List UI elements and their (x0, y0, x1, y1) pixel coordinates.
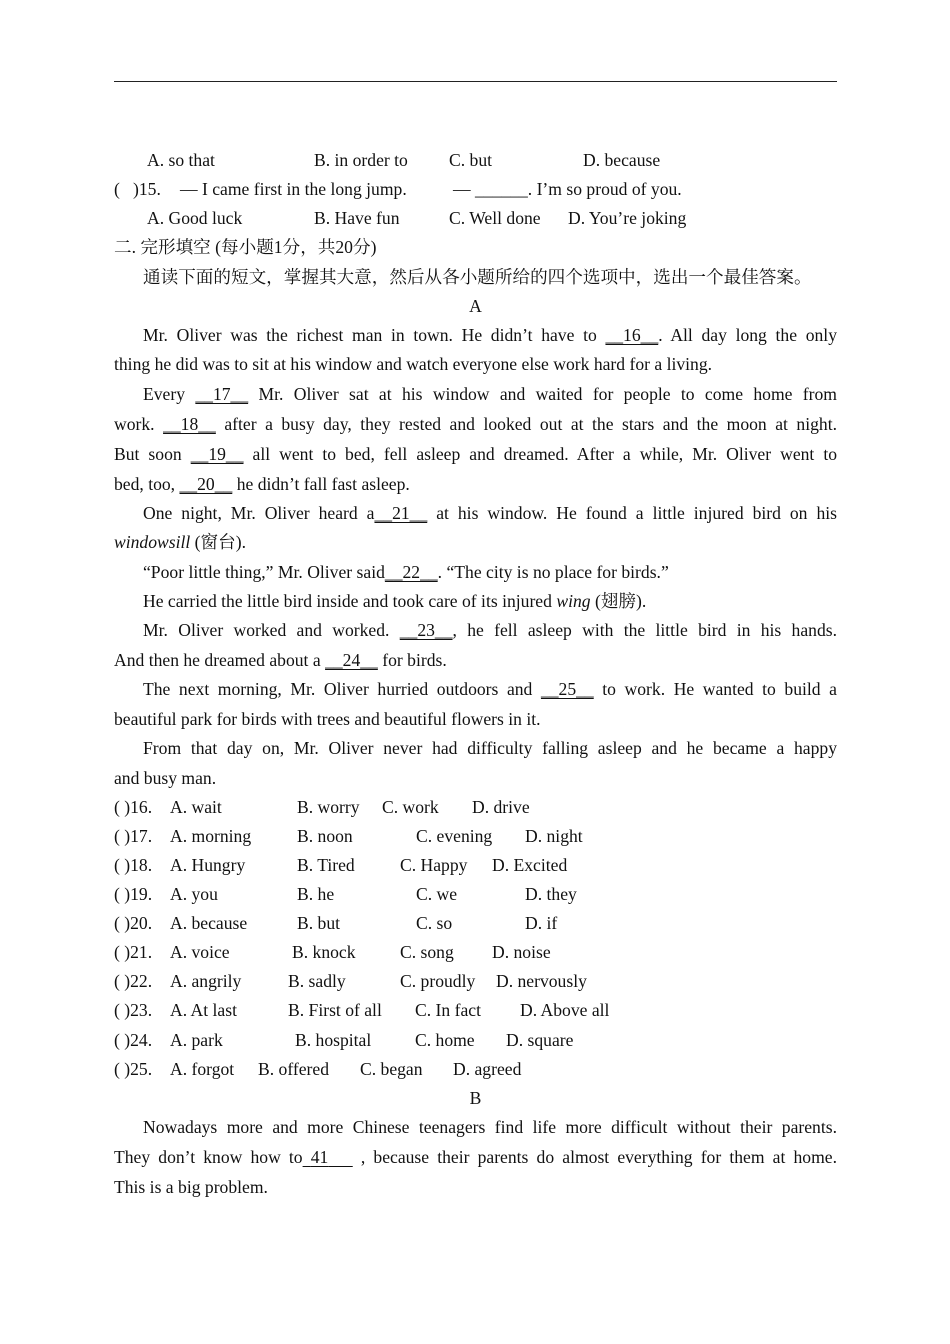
question-number[interactable]: ( )18. (114, 855, 153, 875)
blank-22: __22__ (384, 562, 438, 582)
header-rule (114, 81, 837, 82)
blank-18: __18__ (163, 414, 216, 434)
question-number[interactable]: ( )22. (114, 971, 153, 991)
blank-41: 41 (310, 1147, 329, 1167)
blank-16: __16__ (605, 325, 659, 345)
q14-option-b: B. in order to (314, 150, 408, 170)
passage-a-line-7: One night, Mr. Oliver heard a__21__ at his window. He found a little injured bird on his (143, 503, 837, 523)
blank-17: __17__ (195, 384, 249, 404)
passage-b-line-3: This is a big problem. (114, 1177, 268, 1197)
passage-a-line-13: The next morning, Mr. Oliver hurried outdoors and __25__ to work. He wanted to build a (143, 679, 837, 699)
question-number[interactable]: ( )16. (114, 797, 153, 817)
q15-number: )15. (133, 179, 161, 199)
passage-a-line-9: “Poor little thing,” Mr. Oliver said__22__. “The city is no place for birds.” (143, 562, 669, 582)
blank-25: __25__ (540, 679, 594, 699)
q15-stem-a: — I came first in the long jump. (180, 179, 407, 199)
passage-a-line-10: He carried the little bird inside and took care of its injured wing (翅膀). (143, 591, 647, 611)
q15-option-b: B. Have fun (314, 208, 400, 228)
windowsill-word: windowsill (114, 532, 191, 552)
q15-option-a: A. Good luck (147, 208, 243, 228)
passage-b-line-1: Nowadays more and more Chinese teenagers find life more difficult without their parents. (143, 1117, 837, 1137)
q15-paren[interactable]: ( (114, 179, 120, 199)
passage-a-line-2: thing he did was to sit at his window and watch everyone else work hard for a living. (114, 354, 713, 374)
wing-word: wing (556, 591, 591, 611)
passage-a-line-3: Every __17__ Mr. Oliver sat at his window and waited for people to come home from (143, 384, 837, 404)
question-number[interactable]: ( )24. (114, 1030, 153, 1050)
question-number[interactable]: ( )20. (114, 913, 153, 933)
passage-a-line-1: Mr. Oliver was the richest man in town. He didn’t have to __16__. All day long the only (143, 325, 837, 345)
passage-a-line-4: work. __18__ after a busy day, they rested and looked out at the stars and the moon at night. (114, 414, 837, 434)
part-b-heading: B (469, 1088, 482, 1108)
question-number[interactable]: ( )23. (114, 1000, 153, 1020)
passage-b-line-2: They don’t know how to 41 , because their parents do almost everything for them at home. (114, 1147, 837, 1167)
blank-24: __24__ (325, 650, 378, 670)
passage-a-line-15: From that day on, Mr. Oliver never had difficulty falling asleep and he became a happy (143, 738, 837, 758)
question-number[interactable]: ( )17. (114, 826, 153, 846)
blank-21: __21__ (374, 503, 428, 523)
blank-20: __20__ (179, 474, 233, 494)
section-title: 二. 完形填空 (每小题1分，共20分) (114, 237, 377, 257)
q14-option-d: D. because (583, 150, 661, 170)
question-number[interactable]: ( )21. (114, 942, 153, 962)
passage-a-line-16: and busy man. (114, 768, 217, 788)
part-a-heading: A (469, 296, 482, 316)
passage-a-line-8: windowsill (窗台). (114, 532, 246, 552)
q14-option-a: A. so that (147, 150, 215, 170)
q15-option-c: C. Well done (449, 208, 541, 228)
question-number[interactable]: ( )25. (114, 1059, 153, 1079)
passage-a-line-5: But soon __19__ all went to bed, fell asleep and dreamed. After a while, Mr. Oliver went to (114, 444, 838, 464)
q15-option-d: D. You’re joking (568, 208, 687, 228)
q14-option-c: C. but (449, 150, 493, 170)
section-instruction: 通读下面的短文，掌握其大意，然后从各小题所给的四个选项中，选出一个最佳答案。 (143, 267, 812, 287)
passage-a-line-14: beautiful park for birds with trees and beautiful flowers in it. (114, 709, 541, 729)
blank-19: __19__ (190, 444, 244, 464)
question-number[interactable]: ( )19. (114, 884, 153, 904)
q15-stem-b: — ______. I’m so proud of you. (453, 179, 682, 199)
passage-a-line-6: bed, too, __20__ he didn’t fall fast asleep. (114, 474, 410, 494)
passage-a-line-11: Mr. Oliver worked and worked. __23__, he fell asleep with the little bird in his hands. (143, 620, 837, 640)
blank-23: __23__ (399, 620, 453, 640)
passage-a-line-12: And then he dreamed about a __24__ for birds. (114, 650, 447, 670)
